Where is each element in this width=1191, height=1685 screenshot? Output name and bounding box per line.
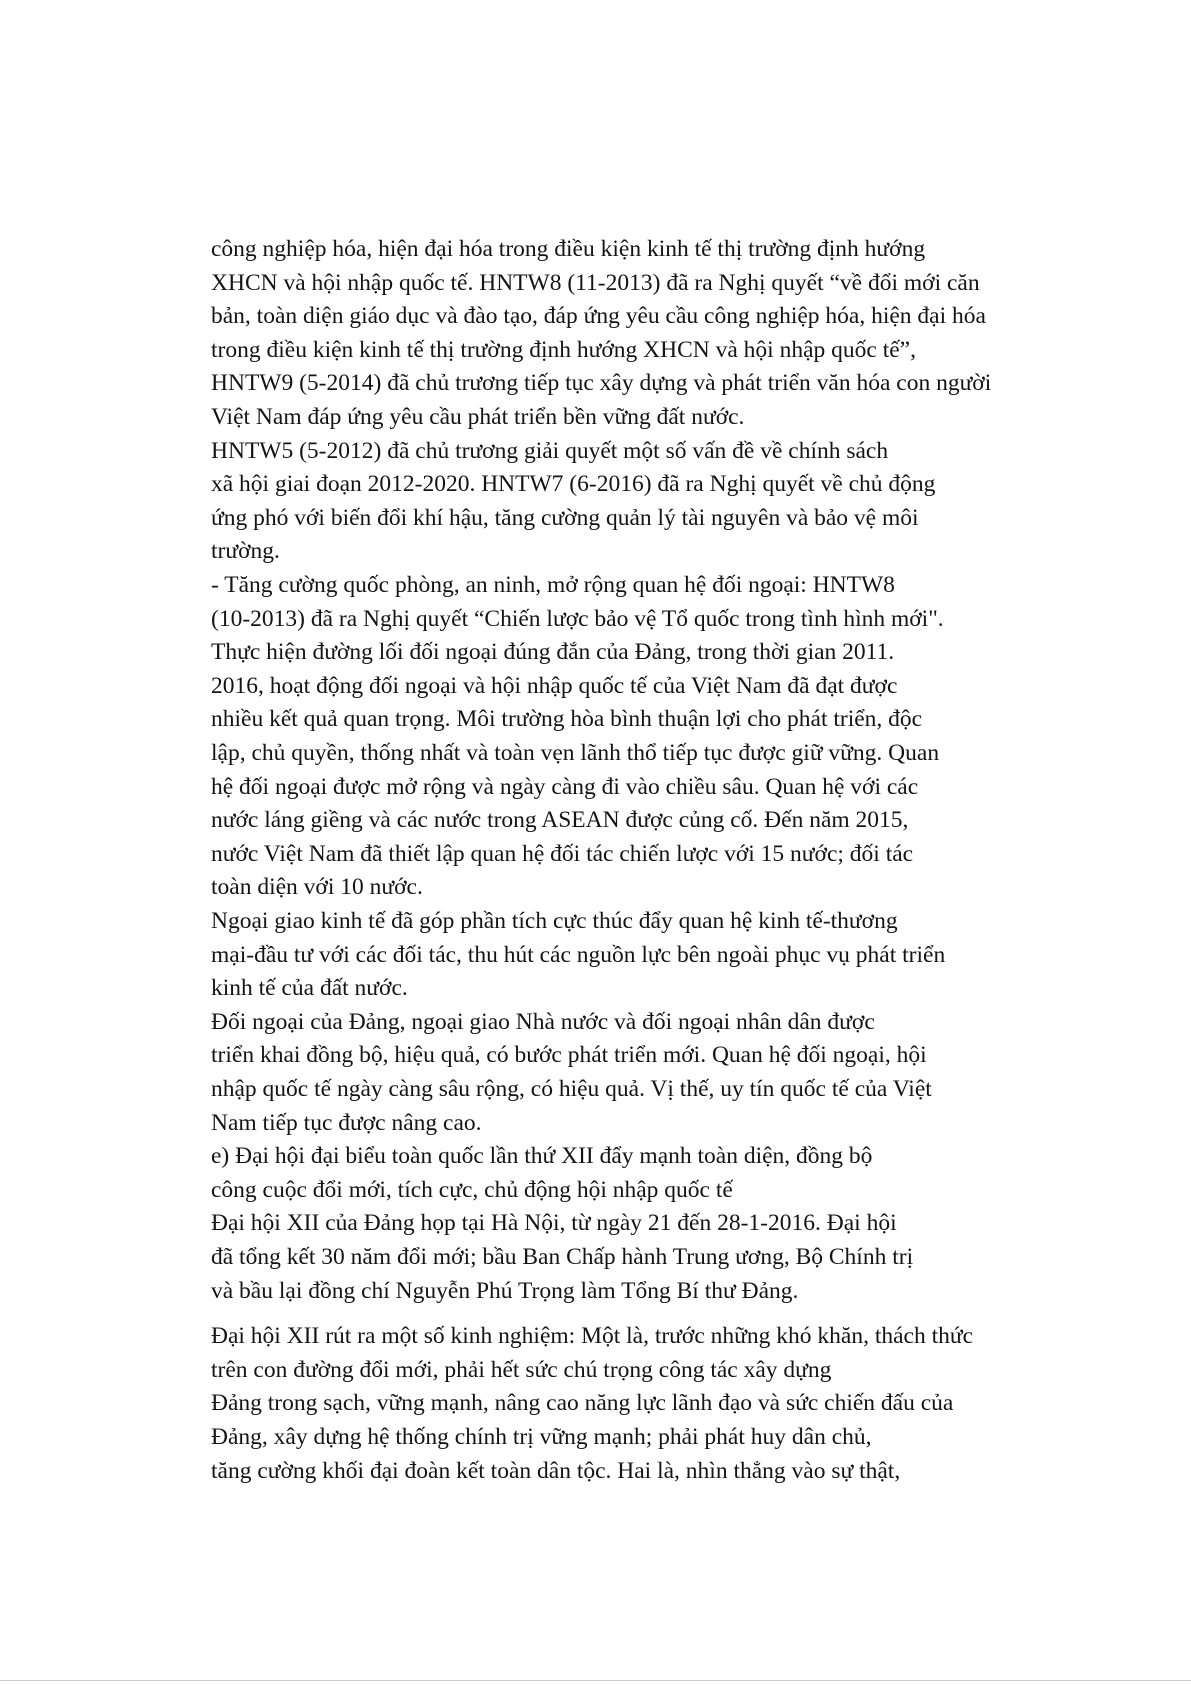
- text-line: trên con đường đổi mới, phải hết sức chú trọng công tác xây dựng: [211, 1357, 832, 1383]
- text-line: e) Đại hội đại biểu toàn quốc lần thứ XII đẩy mạnh toàn diện, đồng bộ: [211, 1143, 873, 1169]
- text-line: công nghiệp hóa, hiện đại hóa trong điều kiện kinh tế thị trường định hướng: [211, 236, 926, 262]
- text-line: Nam tiếp tục được nâng cao.: [211, 1110, 482, 1136]
- text-line: XHCN và hội nhập quốc tế. HNTW8 (11-2013) đã ra Nghị quyết “về đổi mới căn: [211, 270, 980, 296]
- text-line: Đảng, xây dựng hệ thống chính trị vững mạnh; phải phát huy dân chủ,: [211, 1424, 872, 1450]
- text-line: hệ đối ngoại được mở rộng và ngày càng đi vào chiều sâu. Quan hệ với các: [211, 774, 919, 800]
- text-line: triển khai đồng bộ, hiệu quả, có bước phát triển mới. Quan hệ đối ngoại, hội: [211, 1042, 927, 1068]
- text-line: HNTW5 (5-2012) đã chủ trương giải quyết một số vấn đề về chính sách: [211, 438, 889, 464]
- text-line: đã tổng kết 30 năm đổi mới; bầu Ban Chấp hành Trung ương, Bộ Chính trị: [211, 1244, 914, 1270]
- text-line: nhiều kết quả quan trọng. Môi trường hòa bình thuận lợi cho phát triển, độc: [211, 706, 923, 732]
- text-line: Ngoại giao kinh tế đã góp phần tích cực thúc đẩy quan hệ kinh tế-thương: [211, 908, 898, 934]
- text-line: bản, toàn diện giáo dục và đào tạo, đáp ứng yêu cầu công nghiệp hóa, hiện đại hóa: [211, 303, 986, 329]
- text-line: (10-2013) đã ra Nghị quyết “Chiến lược bảo vệ Tổ quốc trong tình hình mới".: [211, 606, 944, 632]
- text-line: Đối ngoại của Đảng, ngoại giao Nhà nước và đối ngoại nhân dân được: [211, 1009, 875, 1035]
- text-line: - Tăng cường quốc phòng, an ninh, mở rộng quan hệ đối ngoại: HNTW8: [211, 572, 895, 598]
- text-line: Việt Nam đáp ứng yêu cầu phát triển bền vững đất nước.: [211, 404, 745, 430]
- text-line: tăng cường khối đại đoàn kết toàn dân tộc. Hai là, nhìn thẳng vào sự thật,: [211, 1458, 901, 1484]
- text-line: trong điều kiện kinh tế thị trường định hướng XHCN và hội nhập quốc tế”,: [211, 337, 916, 363]
- text-line: Đảng trong sạch, vững mạnh, nâng cao năng lực lãnh đạo và sức chiến đấu của: [211, 1390, 954, 1416]
- page-bottom-rule: [0, 1680, 1191, 1681]
- text-line: nước Việt Nam đã thiết lập quan hệ đối tác chiến lược với 15 nước; đối tác: [211, 841, 914, 867]
- text-line: 2016, hoạt động đối ngoại và hội nhập quốc tế của Việt Nam đã đạt được: [211, 673, 898, 699]
- text-line: toàn diện với 10 nước.: [211, 874, 423, 900]
- text-line: và bầu lại đồng chí Nguyễn Phú Trọng làm Tổng Bí thư Đảng.: [211, 1278, 799, 1304]
- text-line: Thực hiện đường lối đối ngoại đúng đắn của Đảng, trong thời gian 2011.: [211, 639, 895, 665]
- text-line: mại-đầu tư với các đối tác, thu hút các nguồn lực bên ngoài phục vụ phát triển: [211, 942, 946, 968]
- text-line: kinh tế của đất nước.: [211, 975, 408, 1001]
- text-line: công cuộc đổi mới, tích cực, chủ động hội nhập quốc tế: [211, 1177, 733, 1203]
- text-line: ứng phó với biến đổi khí hậu, tăng cường quản lý tài nguyên và bảo vệ môi: [211, 505, 919, 531]
- text-line: trường.: [211, 538, 280, 564]
- text-line: nhập quốc tế ngày càng sâu rộng, có hiệu quả. Vị thế, uy tín quốc tế của Việt: [211, 1076, 932, 1102]
- text-line: lập, chủ quyền, thống nhất và toàn vẹn lãnh thổ tiếp tục được giữ vững. Quan: [211, 740, 940, 766]
- text-line: Đại hội XII rút ra một số kinh nghiệm: Một là, trước những khó khăn, thách thức: [211, 1323, 974, 1349]
- text-line: HNTW9 (5-2014) đã chủ trương tiếp tục xây dựng và phát triển văn hóa con người: [211, 370, 992, 396]
- text-line: xã hội giai đoạn 2012-2020. HNTW7 (6-2016) đã ra Nghị quyết về chủ động: [211, 471, 936, 497]
- text-line: nước láng giềng và các nước trong ASEAN được củng cố. Đến năm 2015,: [211, 807, 909, 833]
- text-line: Đại hội XII của Đảng họp tại Hà Nội, từ ngày 21 đến 28-1-2016. Đại hội: [211, 1210, 897, 1236]
